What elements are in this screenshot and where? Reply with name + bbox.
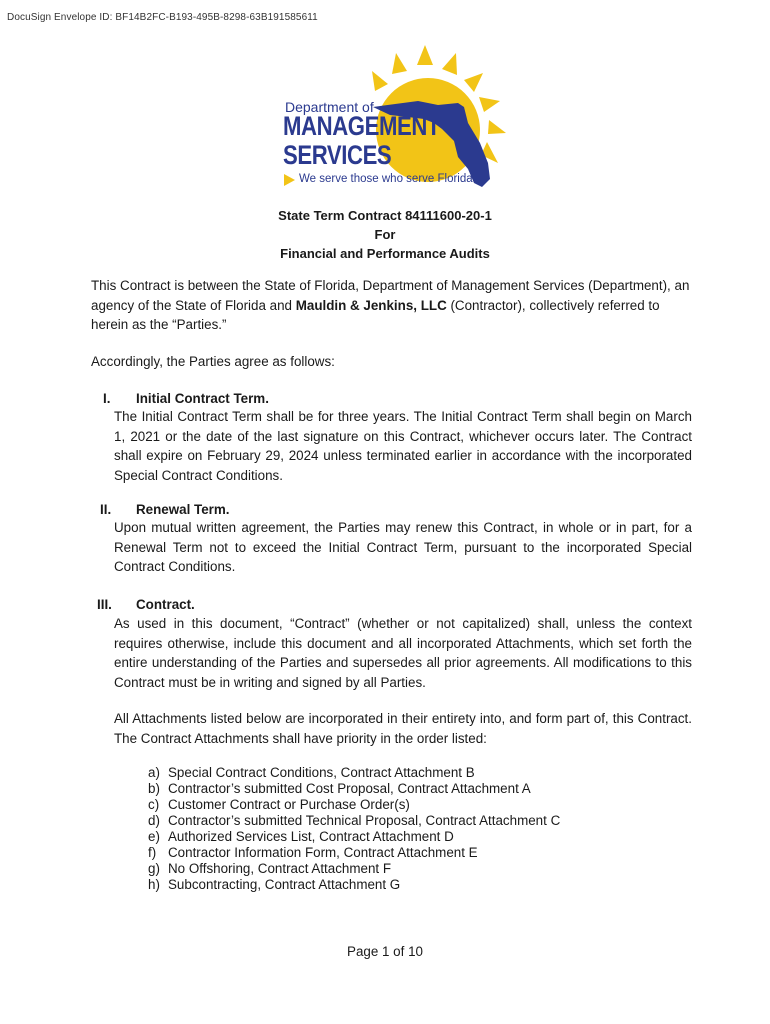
intro-text-2: (Contractor), collectively referred to herein as the “Parties.”: [91, 297, 660, 332]
title-line-2: For: [374, 227, 396, 242]
list-item: [148, 861, 560, 877]
list-item: [148, 797, 560, 813]
page-number: Page 1 of 10: [347, 944, 423, 959]
section-1-number: I.: [103, 391, 111, 406]
section-3-title: Contract.: [136, 597, 195, 612]
list-text: Contractor Information Form, Contract Attachment E: [168, 845, 478, 860]
section-2-number: II.: [100, 502, 112, 517]
list-letter: d): [148, 813, 160, 828]
section-3-body-2: All Attachments listed below are incorporated in their entirety into, and form part of, this Contract. The Contract Attachments shall have priority in the order listed:: [114, 711, 692, 746]
contract-title: [0, 206, 770, 263]
section-3-body: As used in this document, “Contract” (whether or not capitalized) shall, unless the context requires otherwise, include this document and all incorporated Attachments, which set forth the entire understanding of the Parties and supersedes all prior agreements. All modifications to this Contract must be in writing and signed by all Parties.: [114, 616, 692, 690]
list-text: Customer Contract or Purchase Order(s): [168, 797, 410, 812]
list-item: [148, 765, 560, 781]
list-text: No Offshoring, Contract Attachment F: [168, 861, 392, 876]
list-item: [148, 877, 560, 893]
list-letter: f): [148, 845, 157, 860]
list-letter: c): [148, 797, 160, 812]
play-arrow-icon: [284, 173, 296, 187]
list-text: Subcontracting, Contract Attachment G: [168, 877, 401, 892]
logo-management: MANAGEMENT: [283, 111, 441, 141]
section-1-title: Initial Contract Term.: [136, 391, 269, 406]
list-letter: a): [148, 765, 160, 780]
logo-tagline: We serve those who serve Florida: [299, 173, 473, 185]
logo-department-of: Department of: [285, 99, 374, 115]
envelope-id: DocuSign Envelope ID: BF14B2FC-B193-495B-8298-63B191585611: [7, 12, 318, 23]
intro-text-1: This Contract is between the State of Florida, Department of Management Services (Department), an agency of the State of Florida and: [91, 278, 690, 313]
section-2-body: Upon mutual written agreement, the Parties may renew this Contract, in whole or in part, for a Renewal Term not to exceed the Initial Contract Term, pursuant to the incorporated Special Contract Conditions.: [114, 520, 692, 574]
list-letter: g): [148, 861, 160, 876]
title-line-1: State Term Contract 84111600-20-1: [278, 208, 492, 223]
list-text: Special Contract Conditions, Contract Attachment B: [168, 765, 475, 780]
list-letter: h): [148, 877, 160, 892]
list-text: Authorized Services List, Contract Attachment D: [168, 829, 454, 844]
section-2-title: Renewal Term.: [136, 502, 230, 517]
logo-services: SERVICES: [283, 140, 392, 170]
list-letter: e): [148, 829, 160, 844]
section-1-body: The Initial Contract Term shall be for three years. The Initial Contract Term shall begin on March 1, 2021 or the date of the last signature on this Contract, whichever occurs later. The Contract shall expire on February 29, 2024 unless terminated earlier in accordance with the incorporated Special Contract Conditions.: [114, 409, 692, 483]
intro-paragraph: [91, 276, 691, 335]
section-3-number: III.: [97, 597, 112, 612]
dms-logo: [278, 45, 518, 195]
attachments-list: [148, 765, 560, 893]
contractor-name: Mauldin & Jenkins, LLC: [295, 297, 447, 313]
list-item: [148, 781, 560, 797]
list-item: [148, 813, 560, 829]
list-text: Contractor’s submitted Cost Proposal, Contract Attachment A: [168, 781, 531, 796]
title-line-3: Financial and Performance Audits: [280, 246, 490, 261]
list-item: [148, 845, 560, 861]
list-item: [148, 829, 560, 845]
accordingly-paragraph: Accordingly, the Parties agree as follows:: [91, 354, 335, 369]
list-letter: b): [148, 781, 160, 796]
list-text: Contractor’s submitted Technical Proposal, Contract Attachment C: [168, 813, 561, 828]
